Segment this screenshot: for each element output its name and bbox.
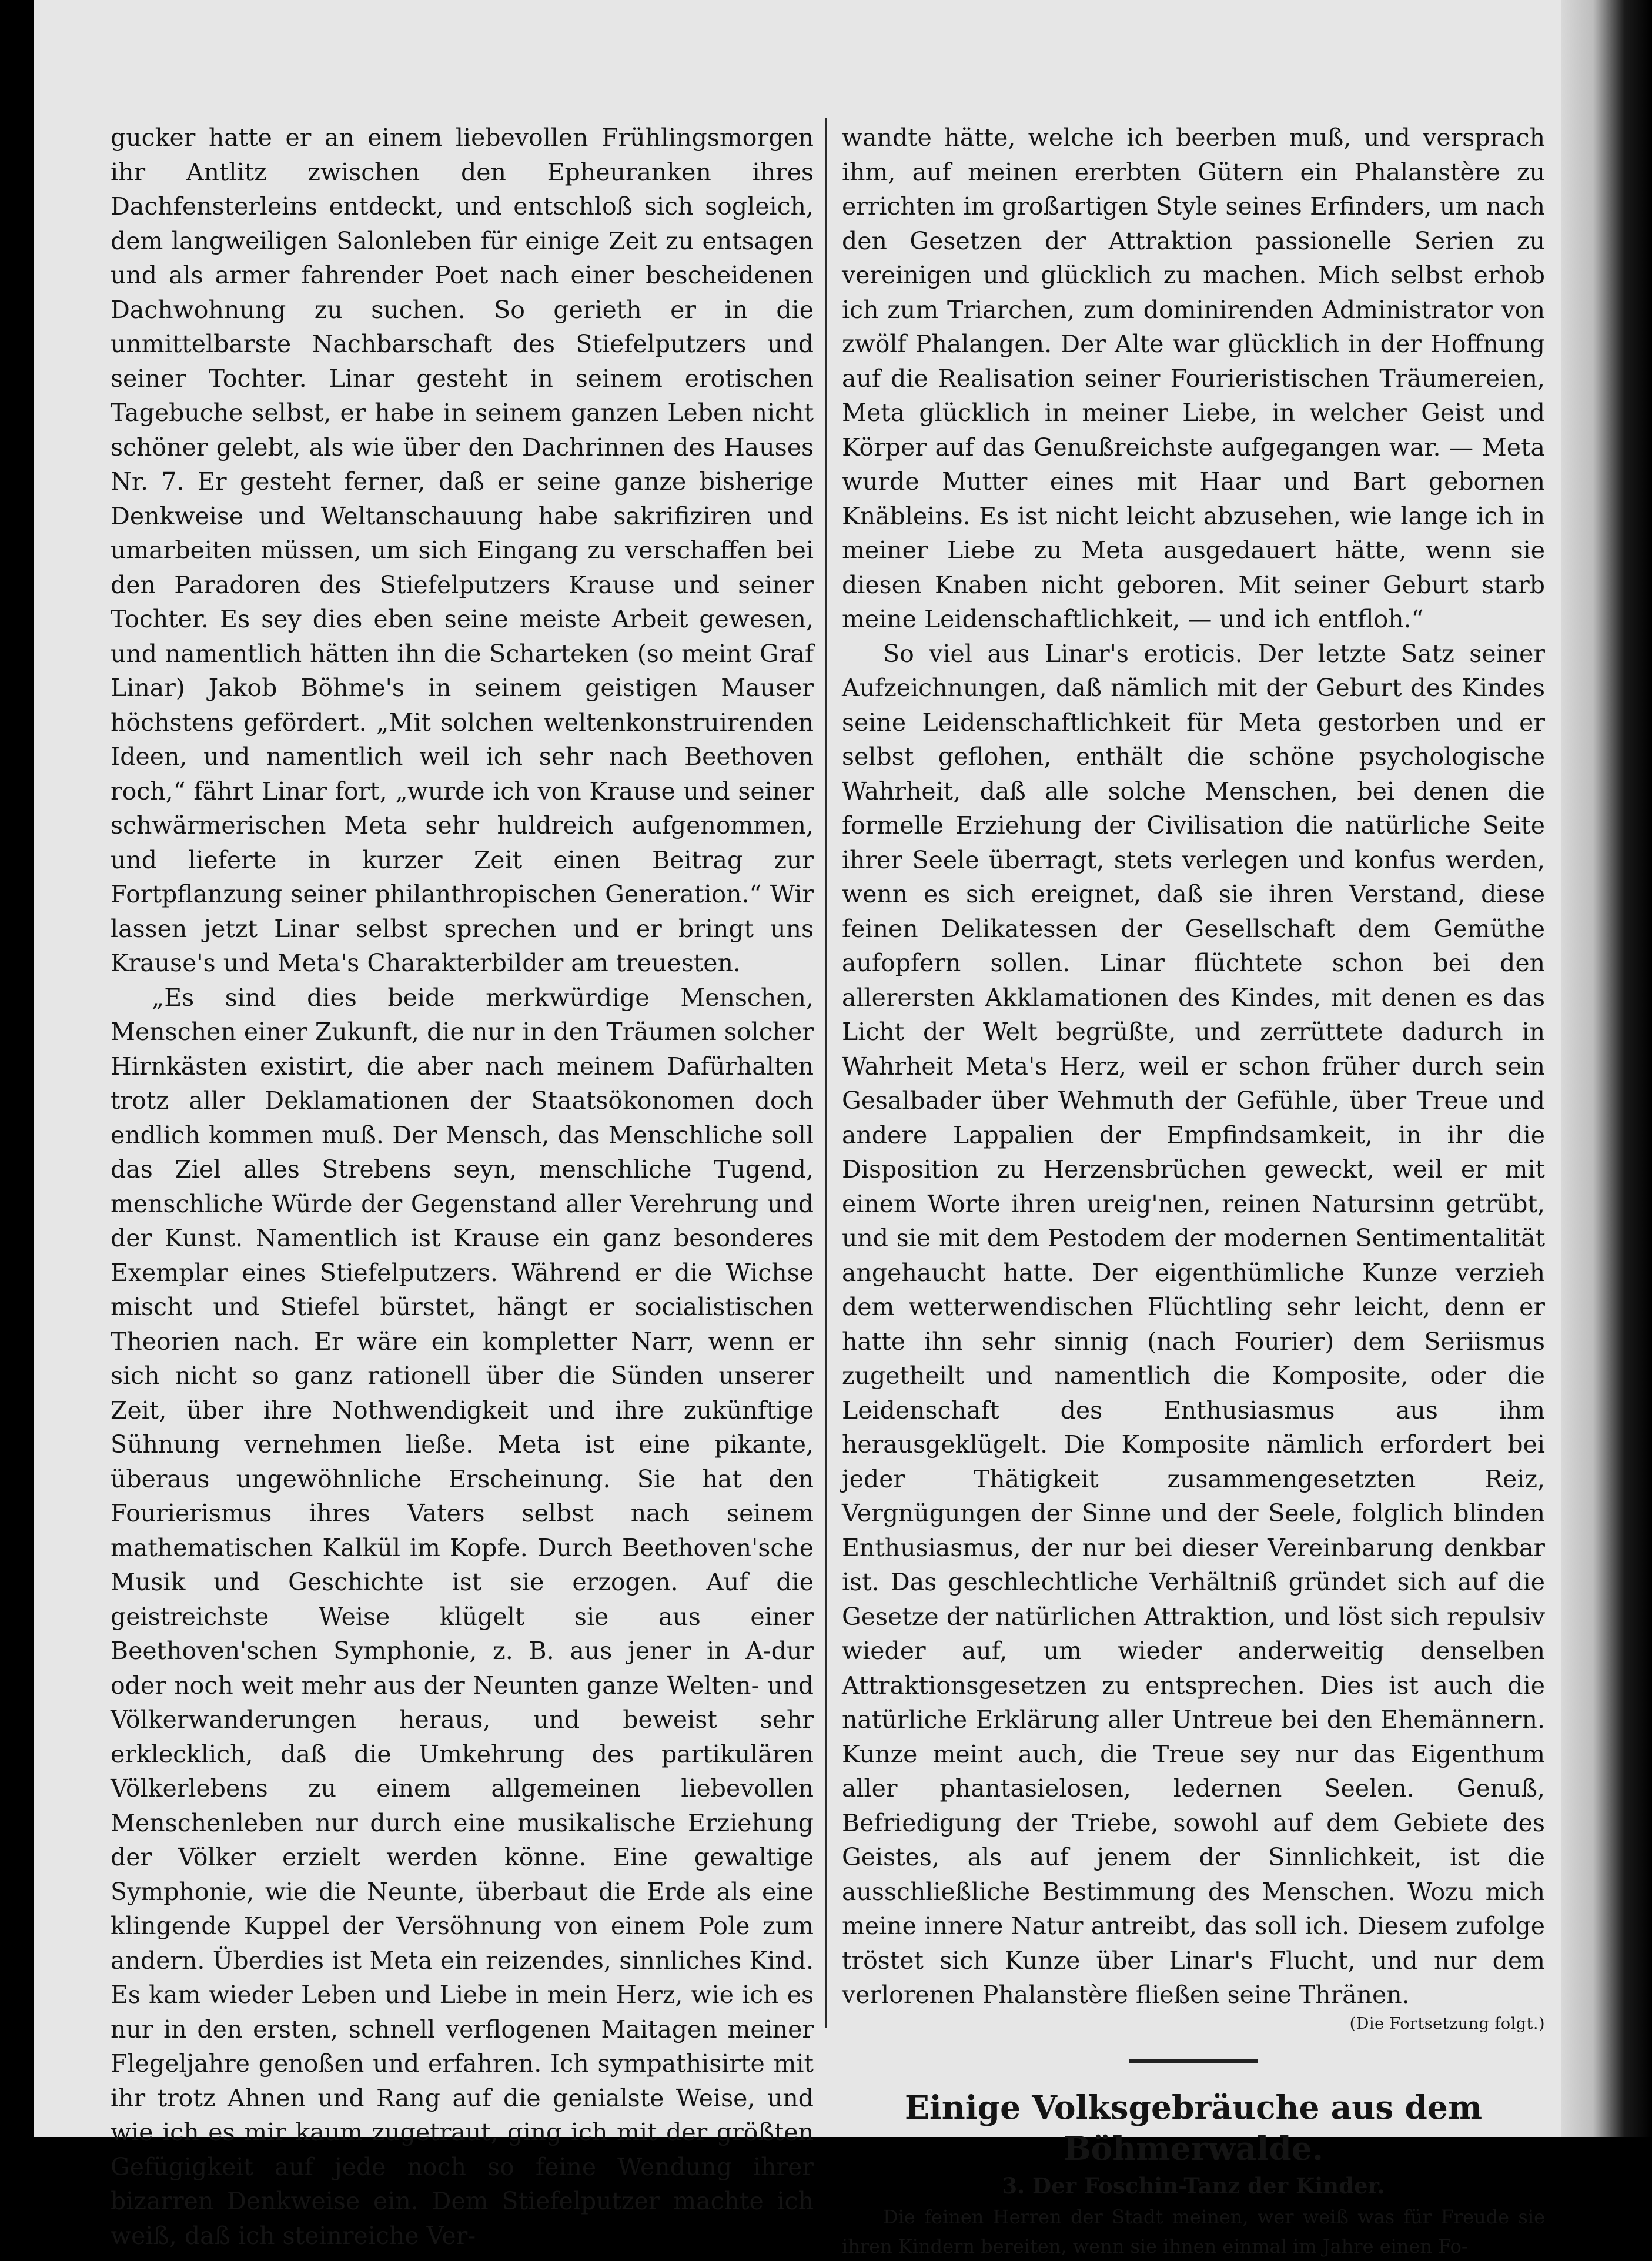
right-column: [842, 121, 1545, 2261]
right-paragraph-1: wandte hätte, welche ich beerben muß, und versprach ihm, auf meinen ererbten Gütern ein Phalanstère zu errichten im großartigen Style seines Erfinders, um nach den Gesetzen der Attraktion passionelle Serien zu vereinigen und glücklich zu machen. Mich selbst erhob ich zum Triarchen, zum dominirenden Administrator von zwölf Phalangen. Der Alte war glücklich in der Hoffnung auf die Realisation seiner Fourieristischen Träumereien, Meta glücklich in meiner Liebe, in welcher Geist und Körper auf das Genußreichste aufgegangen war. — Meta wurde Mutter eines mit Haar und Bart gebornen Knäbleins. Es ist nicht leicht abzusehen, wie lange ich in meiner Liebe zu Meta ausgedauert hätte, wenn sie diesen Knaben nicht geboren. Mit seiner Geburt starb meine Leidenschaftlichkeit, — und ich entfloh.“: [842, 123, 1545, 633]
section-subtitle: 3. Der Foschin-Tanz der Kinder.: [1002, 2172, 1385, 2199]
right-paragraph-2: So viel aus Linar's eroticis. Der letzte Satz seiner Aufzeichnungen, daß nämlich mit der Geburt des Kindes seine Leidenschaftlichkeit für Meta gestorben und er selbst geflohen, enthält die schöne psychologische Wahrheit, daß alle solche Menschen, bei denen die formelle Erziehung der Civilisation die natürliche Seite ihrer Seele überragt, stets verlegen und konfus werden, wenn es sich ereignet, daß sie ihren Verstand, diese feinen Delikatessen der Gesellschaft dem Gemüthe aufopfern sollen. Linar flüchtete schon bei den allerersten Akklamationen des Kindes, mit denen es das Licht der Welt begrüßte, und zerrüttete dadurch in Wahrheit Meta's Herz, weil er schon früher durch sein Gesalbader über Wehmuth der Gefühle, über Treue und andere Lappalien der Empfindsamkeit, in ihr die Disposition zu Herzensbrüchen geweckt, weil er mit einem Worte ihren ureig'nen, reinen Natursinn getrübt, und sie mit dem Pestodem der modernen Sentimentalität angehaucht hatte. Der eigenthümliche Kunze verzieh dem wetterwendischen Flüchtling sehr leicht, denn er hatte ihn sehr sinnig (nach Fourier) dem Seriismus zugetheilt und namentlich die Komposite, oder die Leidenschaft des Enthusiasmus aus ihm herausgeklügelt. Die Komposite nämlich erfordert bei jeder Thätigkeit zusammengesetzten Reiz, Vergnügungen der Sinne und der Seele, folglich blinden Enthusiasmus, der nur bei dieser Vereinbarung denkbar ist. Das geschlechtliche Verhältniß gründet sich auf die Gesetze der natürlichen Attraktion, und löst sich repulsiv wieder auf, um wieder anderweitig denselben Attraktionsgesetzen zu entsprechen. Dies ist auch die natürliche Erklärung aller Untreue bei den Ehemännern. Kunze meint auch, die Treue sey nur das Eigenthum aller phantasielosen, ledernen Seelen. Genuß, Befriedigung der Triebe, sowohl auf dem Gebiete des Geistes, als auf jenem der Sinnlichkeit, ist die ausschließliche Bestimmung des Menschen. Wozu mich meine innere Natur antreibt, das soll ich. Diesem zufolge tröstet sich Kunze über Linar's Flucht, und nur dem verlorenen Phalanstère fließen seine Thränen.: [842, 639, 1545, 2009]
section-title: Einige Volksgebräuche aus dem Böhmerwalde.: [904, 2088, 1483, 2168]
continuation-note: (Die Fortsetzung folgt.): [1349, 2014, 1545, 2033]
page-edge-shadow: [1561, 0, 1652, 2137]
left-paragraph-1: gucker hatte er an einem liebevollen Frühlingsmorgen ihr Antlitz zwischen den Epheuranken ihres Dachfensterleins entdeckt, und entschloß sich sogleich, dem langweiligen Salonleben für einige Zeit zu entsagen und als armer fahrender Poet nach einer bescheidenen Dachwohnung zu suchen. So gerieth er in die unmittelbarste Nachbarschaft des Stiefelputzers und seiner Tochter. Linar gesteht in seinem erotischen Tagebuche selbst, er habe in seinem ganzen Leben nicht schöner gelebt, als wie über den Dachrinnen des Hauses Nr. 7. Er gesteht ferner, daß er seine ganze bisherige Denkweise und Weltanschauung habe sakrifiziren und umarbeiten müssen, um sich Eingang zu verschaffen bei den Paradoren des Stiefelputzers Krause und seiner Tochter. Es sey dies eben seine meiste Arbeit gewesen, und namentlich hätten ihn die Scharteken (so meint Graf Linar) Jakob Böhme's in seinem geistigen Mauser höchstens gefördert. „Mit solchen weltenkonstruirenden Ideen, und namentlich weil ich sehr nach Beethoven roch,“ fährt Linar fort, „wurde ich von Krause und seiner schwärmerischen Meta sehr huldreich aufgenommen, und lieferte in kurzer Zeit einen Beitrag zur Fortpflanzung seiner philanthropischen Generation.“ Wir lassen jetzt Linar selbst sprechen und er bringt uns Krause's und Meta's Charakterbilder am treuesten.: [111, 123, 814, 977]
left-column: [111, 121, 814, 2253]
section-divider: [1129, 2059, 1258, 2063]
section-text: Die feinen Herren der Stadt meinen, wer weiß was für Freude sie ihren Kindern bereiten, wenn sie ihnen einmal im Jahre einen Fo-: [842, 2205, 1545, 2257]
column-divider: [825, 118, 827, 2028]
left-paragraph-2: „Es sind dies beide merkwürdige Menschen, Menschen einer Zukunft, die nur in den Träumen solcher Hirnkästen existirt, die aber nach meinem Dafürhalten trotz aller Deklamationen der Staatsökonomen doch endlich kommen muß. Der Mensch, das Menschliche soll das Ziel alles Strebens seyn, menschliche Tugend, menschliche Würde der Gegenstand aller Verehrung und der Kunst. Namentlich ist Krause ein ganz besonderes Exemplar eines Stiefelputzers. Während er die Wichse mischt und Stiefel bürstet, hängt er socialistischen Theorien nach. Er wäre ein kompletter Narr, wenn er sich nicht so ganz rationell über die Sünden unserer Zeit, über ihre Nothwendigkeit und ihre zukünftige Sühnung vernehmen ließe. Meta ist eine pikante, überaus ungewöhnliche Erscheinung. Sie hat den Fourierismus ihres Vaters selbst nach seinem mathematischen Kalkül im Kopfe. Durch Beethoven'sche Musik und Geschichte ist sie erzogen. Auf die geistreichste Weise klügelt sie aus einer Beethoven'schen Symphonie, z. B. aus jener in A-dur oder noch weit mehr aus der Neunten ganze Welten- und Völkerwanderungen heraus, und beweist sehr erklecklich, daß die Umkehrung des partikulären Völkerlebens zu einem allgemeinen liebevollen Menschenleben nur durch eine musikalische Erziehung der Völker erzielt werden könne. Eine gewaltige Symphonie, wie die Neunte, überbaut die Erde als eine klingende Kuppel der Versöhnung von einem Pole zum andern. Überdies ist Meta ein reizendes, sinnliches Kind. Es kam wieder Leben und Liebe in mein Herz, wie ich es nur in den ersten, schnell verflogenen Maitagen meiner Flegeljahre genoßen und erfahren. Ich sympathisirte mit ihr trotz Ahnen und Rang auf die genialste Weise, und wie ich es mir kaum zugetraut, ging ich mit der größten Gefügigkeit auf jede noch so feine Wendung ihrer bizarren Denkweise ein. Dem Stiefelputzer machte ich weiß, daß ich steinreiche Ver-: [111, 983, 814, 2250]
